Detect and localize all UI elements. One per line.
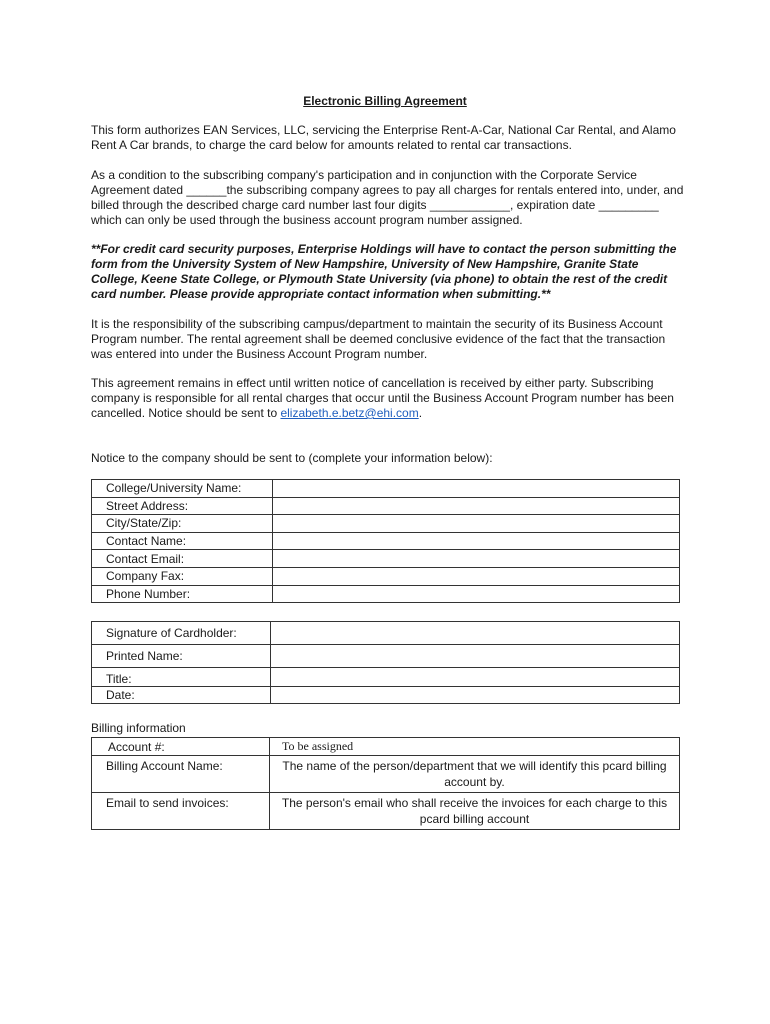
city-state-zip-label: City/State/Zip: <box>92 515 273 533</box>
account-number-value: To be assigned <box>270 738 680 756</box>
page-title: Electronic Billing Agreement <box>303 94 467 108</box>
street-address-label: Street Address: <box>92 497 273 515</box>
phone-number-field[interactable] <box>273 585 680 603</box>
responsibility-paragraph: It is the responsibility of the subscribing campus/department to maintain the security of its Business Account Program number. The rental agreement shall be deemed conclusive evidence of the fact that the transaction was entered into under the Business Account Program number. <box>91 317 666 361</box>
table-row <box>92 622 680 645</box>
billing-account-name-value[interactable]: The name of the person/department that we will identify this pcard billing account by. <box>270 756 680 793</box>
invoice-email-value[interactable]: The person's email who shall receive the invoices for each charge to this pcard billing account <box>270 793 680 830</box>
billing-account-name-label: Billing Account Name: <box>92 756 270 793</box>
company-fax-label: Company Fax: <box>92 567 273 585</box>
intro-paragraph: This form authorizes EAN Services, LLC, servicing the Enterprise Rent-A-Car, National Car Rental, and Alamo Rent A Car brands, to charge the card below for amounts related to rental car transactions. <box>91 123 676 152</box>
phone-number-label: Phone Number: <box>92 585 273 603</box>
contact-email-label: Contact Email: <box>92 550 273 568</box>
street-address-field[interactable] <box>273 497 680 515</box>
table-row <box>92 793 680 830</box>
contact-name-field[interactable] <box>273 532 680 550</box>
signature-field[interactable] <box>271 622 680 645</box>
condition-text-1: As a condition to the subscribing company's participation and in conjunction with the Corporate Service Agreement dated <box>91 168 637 197</box>
title-label: Title: <box>92 668 271 687</box>
table-row <box>92 567 680 585</box>
table-row <box>92 738 680 756</box>
contact-name-label: Contact Name: <box>92 532 273 550</box>
table-row <box>92 585 680 603</box>
company-info-table <box>91 479 680 603</box>
table-row <box>92 515 680 533</box>
account-number-label: Account #: <box>92 738 270 756</box>
notice-heading: Notice to the company should be sent to (complete your information below): <box>91 451 493 465</box>
printed-name-label: Printed Name: <box>92 645 271 668</box>
agreement-date-blank[interactable]: ______ <box>186 183 227 197</box>
table-row <box>92 687 680 704</box>
cancellation-end: . <box>418 406 423 420</box>
email-link[interactable]: elizabeth.e.betz@ehi.com <box>280 406 419 420</box>
contact-email-field[interactable] <box>273 550 680 568</box>
table-row <box>92 645 680 668</box>
city-state-zip-field[interactable] <box>273 515 680 533</box>
security-notice: **For credit card security purposes, Enterprise Holdings will have to contact the person submitting the form from the University System of New Hampshire, University of New Hampshire, Granite State College, Keene State College, or Plymouth State University (via phone) to obtain the rest of the credit card number. Please provide appropriate contact information when submitting.** <box>91 242 677 301</box>
invoice-email-label: Email to send invoices: <box>92 793 270 830</box>
table-row <box>92 668 680 687</box>
table-row <box>92 480 680 498</box>
table-row <box>92 756 680 793</box>
billing-table <box>91 737 680 830</box>
billing-heading: Billing information <box>91 721 186 735</box>
signature-table <box>91 621 680 704</box>
table-row <box>92 550 680 568</box>
college-name-field[interactable] <box>273 480 680 498</box>
cancellation-text: This agreement remains in effect until written notice of cancellation is received by either party. Subscribing company is responsible for all rental charges that occur until the Business Account Program number has been cancelled. Notice should be sent to <box>91 376 674 420</box>
cancellation-paragraph <box>91 376 685 421</box>
signature-label: Signature of Cardholder: <box>92 622 271 645</box>
college-name-label: College/University Name: <box>92 480 273 498</box>
table-row <box>92 497 680 515</box>
date-field[interactable] <box>271 687 680 704</box>
printed-name-field[interactable] <box>271 645 680 668</box>
table-row <box>92 532 680 550</box>
title-field[interactable] <box>271 668 680 687</box>
condition-paragraph <box>91 168 685 228</box>
date-label: Date: <box>92 687 271 704</box>
company-fax-field[interactable] <box>273 567 680 585</box>
condition-text-2: the subscribing company agrees to pay all charges for rentals entered into, under, and billed through the described charge card number last four digits ____________, expiration date _________ which can only be used through the business account program number assigned. <box>91 183 684 227</box>
